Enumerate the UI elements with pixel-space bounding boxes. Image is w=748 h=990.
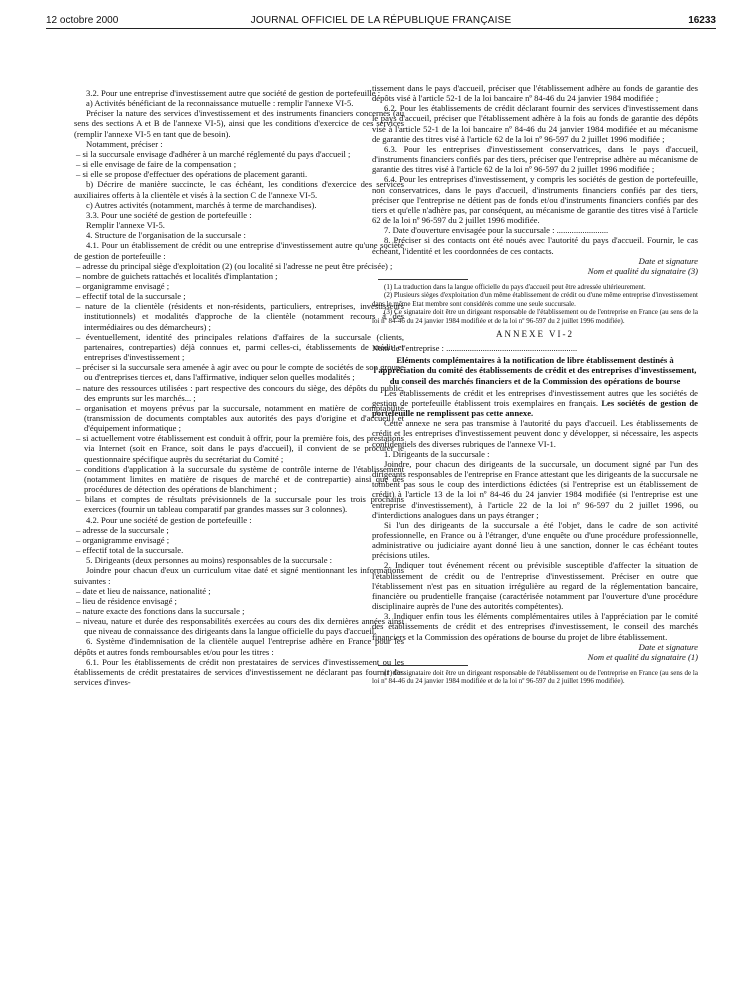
list-item: – organigramme envisagé ; bbox=[76, 534, 170, 545]
paragraph: 4. Structure de l'organisation de la succursale : bbox=[86, 230, 246, 241]
paragraph bbox=[372, 388, 698, 418]
list-item: – organigramme envisagé ; bbox=[76, 280, 170, 291]
list-item: – niveau, nature et durée des responsabilités exercées au cours des dix dernières années ainsi que niveau de connaissance des dirigeants dans la langue officielle du pays d'accueil. bbox=[76, 616, 404, 637]
paragraph: 6.4. Pour les entreprises d'investissement, y compris les sociétés de gestion de portefeuille, non conservatrices, dans le pays d'accueil, d'instruments financiers confiés par des tiers, préciser que l'entreprise ne détient pas de fonds et/ou d'instruments financiers confiés par des tiers et qu'elle n'adhère pas, par conséquent, au mécanisme de garantie des titres visé à l'article 62 de la loi nº 96-597 du 2 juillet 1996 modifiée. bbox=[372, 174, 698, 226]
list-item: – bilans et comptes de résultats prévisionnels de la succursale pour les trois prochains exercices (fournir un tableau comparatif par grandes masses sur 3 colonnes). bbox=[76, 494, 404, 515]
list-item: – effectif total de la succursale ; bbox=[76, 291, 186, 302]
left-column bbox=[74, 88, 404, 687]
paragraph: tissement dans le pays d'accueil, préciser que l'établissement adhère au fonds de garantie des dépôts visé à l'article 52-1 de la loi bancaire nº 84-46 du 24 janvier 1984 modifiée ; bbox=[372, 83, 698, 104]
paragraph: Si l'un des dirigeants de la succursale a été l'objet, dans le cadre de son activité professionnelle, en France ou à l'étranger, d'une enquête ou d'une procédure professionnelle, administrative ou judiciaire ayant donné lieu à une sanction, donner le cas échéant toutes précisions utiles. bbox=[372, 519, 698, 561]
paragraph: 2. Indiquer tout événement récent ou prévisible susceptible d'affecter la situation de l'établissement de crédit ou de l'entreprise d'investissement. Préciser en outre que l'établissement n'est pas en situation irrégulière au regard de la réglementation bancaire, financière ou prudentielle française (caractérisée notamment par l'ouverture d'une procédure disciplinaire auprès de l'une des autorités compétentes). bbox=[372, 560, 698, 612]
list-item: – si elle envisage de faire de la compensation ; bbox=[76, 159, 237, 170]
signature-line: Date et signature bbox=[638, 641, 698, 652]
header-date: 12 octobre 2000 bbox=[46, 15, 119, 26]
list-item: – si actuellement votre établissement est conduit à offrir, pour la première fois, des prestations via Internet (soit en France, soit dans le pays d'accueil), il convient de se procurer le questionnaire spécifique auprès du secrétariat du Comité ; bbox=[76, 433, 404, 464]
page-header bbox=[46, 10, 716, 30]
list-item: – nature de la clientèle (résidents et non-résidents, particuliers, entreprises, investisseurs institutionnels) et modalités d'approche de la clientèle (notamment recours à des intermédiaires ou des démarcheurs) ; bbox=[76, 301, 404, 332]
paragraph: 4.2. Pour une société de gestion de portefeuille : bbox=[86, 514, 252, 525]
paragraph: 7. Date d'ouverture envisagée pour la succursale : ........................ bbox=[384, 225, 609, 236]
paragraph: 6.1. Pour les établissements de crédit non prestataires de services d'investissement ou les établissements de crédit prestataires de services d'investissement ne déclarant pas fournir des services d'inves- bbox=[74, 656, 404, 688]
list-item: – date et lieu de naissance, nationalité ; bbox=[76, 585, 211, 596]
paragraph: b) Décrire de manière succincte, le cas échéant, les conditions d'exercice des services auxiliaires offerts à la clientèle et visés à la section C de l'annexe VI-5. bbox=[74, 179, 404, 200]
list-item: – conditions d'application à la succursale du système de contrôle interne de l'établissement (notamment limites en matière de risques de marché et de contrepartie) ainsi que des procédures de détection des opérations de blanchiment ; bbox=[76, 463, 404, 495]
paragraph: 5. Dirigeants (deux personnes au moins) responsables de la succursale : bbox=[86, 555, 333, 566]
paragraph: 4.1. Pour un établissement de crédit ou une entreprise d'investissement autre qu'une société de gestion de portefeuille : bbox=[74, 240, 404, 261]
company-name-line: Nom de l'entreprise : ............................................................. bbox=[372, 343, 578, 354]
list-item: – adresse du principal siège d'exploitation (2) (ou localité si l'adresse ne peut être précisée) ; bbox=[76, 260, 393, 271]
list-item: – lieu de résidence envisagé ; bbox=[76, 595, 177, 606]
list-item: – préciser si la succursale sera amenée à agir avec ou pour le compte de sociétés de son groupe ou d'entreprises tierces et, dans l'affirmative, indiquer selon quelles modalités ; bbox=[76, 362, 404, 383]
paragraph: Cette annexe ne sera pas transmise à l'autorité du pays d'accueil. Les établissements de crédit et les entreprises d'investissement peuvent donc y développer, si nécessaire, les aspects confidentiels des diverses rubriques de l'annexe VI-1. bbox=[372, 418, 698, 449]
footnote: (1) La traduction dans la langue officielle du pays d'accueil peut être adressée ultérieurement. bbox=[384, 282, 646, 291]
paragraph: a) Activités bénéficiant de la reconnaissance mutuelle : remplir l'annexe VI-5. bbox=[86, 98, 354, 109]
footnote-rule bbox=[378, 665, 468, 666]
paragraph: 3.3. Pour une société de gestion de portefeuille : bbox=[86, 209, 252, 220]
annex-heading: Eléments complémentaires à la notification de libre établissement destinés à l'appréciation du comité des établissements de crédit et des entreprises d'investissement, du conseil des marchés financiers et de la Commission des opérations de bourse bbox=[373, 355, 697, 386]
footnote: (1) Ce signataire doit être un dirigeant responsable de l'établissement ou de l'entreprise en France (au sens de la loi nº 84-46 du 24 janvier 1984 modifiée et de la loi nº 96-597 du 2 juillet 1996 modifiée). bbox=[372, 669, 698, 686]
list-item: – effectif total de la succursale. bbox=[76, 545, 184, 556]
header-rule bbox=[46, 28, 716, 29]
footnote: (3) Ce signataire doit être un dirigeant responsable de l'établissement ou de l'entreprise en France (au sens de la loi nº 84-46 du 24 janvier 1984 modifiée et de la loi nº 96-597 du 2 juillet 1996 modifiée). bbox=[372, 308, 698, 325]
list-item: – nombre de guichets rattachés et localités d'implantation ; bbox=[76, 270, 278, 281]
signatory-line: Nom et qualité du signataire (3) bbox=[587, 265, 698, 276]
paragraph: 3. Indiquer enfin tous les éléments complémentaires utiles à l'appréciation par le comité des établissements de crédit et des entreprises d'investissement, le conseil des marchés financiers et la Commission des opérations de bourse du projet de libre établissement. bbox=[372, 611, 698, 642]
paragraph: Notamment, préciser : bbox=[86, 138, 163, 149]
paragraph: 8. Préciser si des contacts ont été noués avec l'autorité du pays d'accueil. Fournir, le cas échéant, l'identité et les coordonnées de ces contacts. bbox=[372, 235, 698, 256]
paragraph: Joindre pour chacun d'eux un curriculum vitae daté et signé mentionnant les informations suivantes : bbox=[74, 565, 404, 586]
bold-note: Les sociétés de gestion de portefeuille ne remplissent pas cette annexe. bbox=[372, 397, 698, 419]
list-item: – si la succursale envisage d'adhérer à un marché réglementé du pays d'accueil ; bbox=[76, 148, 351, 159]
paragraph: Joindre, pour chacun des dirigeants de la succursale, un document signé par l'un des dirigeants responsables de l'entreprise en France attestant que les dirigeants de la succursale ne tombent pas sous le coup des interdictions édictées (si l'entreprise est un établissement de crédit) à l'article 13 de la loi nº 84-46 du 24 janvier 1984 modifiée (si l'entreprise est une entreprise d'investissement), à l'article 22 de la loi nº 96-597 du 2 juillet 1996, ou d'interdictions analogues dans un pays étranger ; bbox=[372, 458, 698, 520]
paragraph: Remplir l'annexe VI-5. bbox=[86, 220, 165, 231]
paragraph: 6.3. Pour les entreprises d'investissement conservatrices, dans le pays d'accueil, d'instruments financiers confiés par des tiers, préciser que l'entreprise adhère au mécanisme de garantie des titres visé à l'article 62 de la loi nº 96-597 du 2 juillet 1996 modifiée ; bbox=[372, 143, 698, 175]
list-item: – nature exacte des fonctions dans la succursale ; bbox=[76, 605, 245, 616]
paragraph: Préciser la nature des services d'investissement et des instruments financiers concernés (au sens des sections A et B de l'annexe VI-5), ainsi que les conditions d'exercice de ces services (remplir l'annexe VI-5 en tant que de besoin). bbox=[74, 108, 404, 139]
list-item: – adresse de la succursale ; bbox=[76, 524, 169, 535]
page-number: 16233 bbox=[688, 15, 716, 26]
paragraph: c) Autres activités (notamment, marchés à terme de marchandises). bbox=[86, 199, 317, 210]
paragraph: 6. Système d'indemnisation de la clientèle auquel l'entreprise adhère en France pour les dépôts et autres fonds remboursables et/ou pour les titres : bbox=[74, 636, 404, 657]
paragraph-text: Les établissements de crédit et les entreprises d'investissement autres que les sociétés de gestion de portefeuille établissent trois exemplaires en français. bbox=[372, 387, 698, 408]
list-item: – si elle se propose d'effectuer des opérations de placement garanti. bbox=[76, 169, 308, 180]
list-item: – nature des ressources utilisées : part respective des concours du siège, des dépôts du public, des emprunts sur les marchés... ; bbox=[76, 382, 404, 403]
signature-line: Date et signature bbox=[638, 255, 698, 266]
footnote: (2) Plusieurs sièges d'exploitation d'un même établissement de crédit ou d'une même entreprise d'investissement dans le même Etat membre sont considérés comme une seule succursale. bbox=[372, 291, 698, 308]
footnote-rule bbox=[378, 279, 468, 280]
annex-title: ANNEXE VI-2 bbox=[495, 329, 575, 339]
journal-title: JOURNAL OFFICIEL DE LA RÉPUBLIQUE FRANÇAISE bbox=[250, 15, 512, 26]
list-item: – éventuellement, identité des principales relations d'affaires de la succursale (clients, partenaires, contreparties) déjà connues et, parmi celles-ci, établissements de crédit et entreprises d'investissement ; bbox=[76, 331, 404, 363]
signatory-line: Nom et qualité du signataire (1) bbox=[587, 651, 698, 662]
paragraph: 6.2. Pour les établissements de crédit déclarant fournir des services d'investissement dans le pays d'accueil, préciser que l'établissement adhère à la fois au fonds de garantie des dépôts visé à l'article 52-1 de la loi bancaire nº 84-46 du 24 janvier 1984 modifiée et au mécanisme de garantie des titres visé à l'article 62 de la loi nº 96-597 du 2 juillet 1996 modifiée ; bbox=[372, 103, 698, 144]
right-column bbox=[372, 83, 698, 686]
paragraph: 1. Dirigeants de la succursale : bbox=[384, 448, 490, 459]
paragraph: 3.2. Pour une entreprise d'investissement autre que société de gestion de portefeuille : bbox=[86, 88, 381, 98]
list-item: – organisation et moyens prévus par la succursale, notamment en matière de comptabilité (transmission de documents comptables aux autorités des pays d'origine et d'accueil) et d'équipement informatique ; bbox=[76, 402, 404, 434]
